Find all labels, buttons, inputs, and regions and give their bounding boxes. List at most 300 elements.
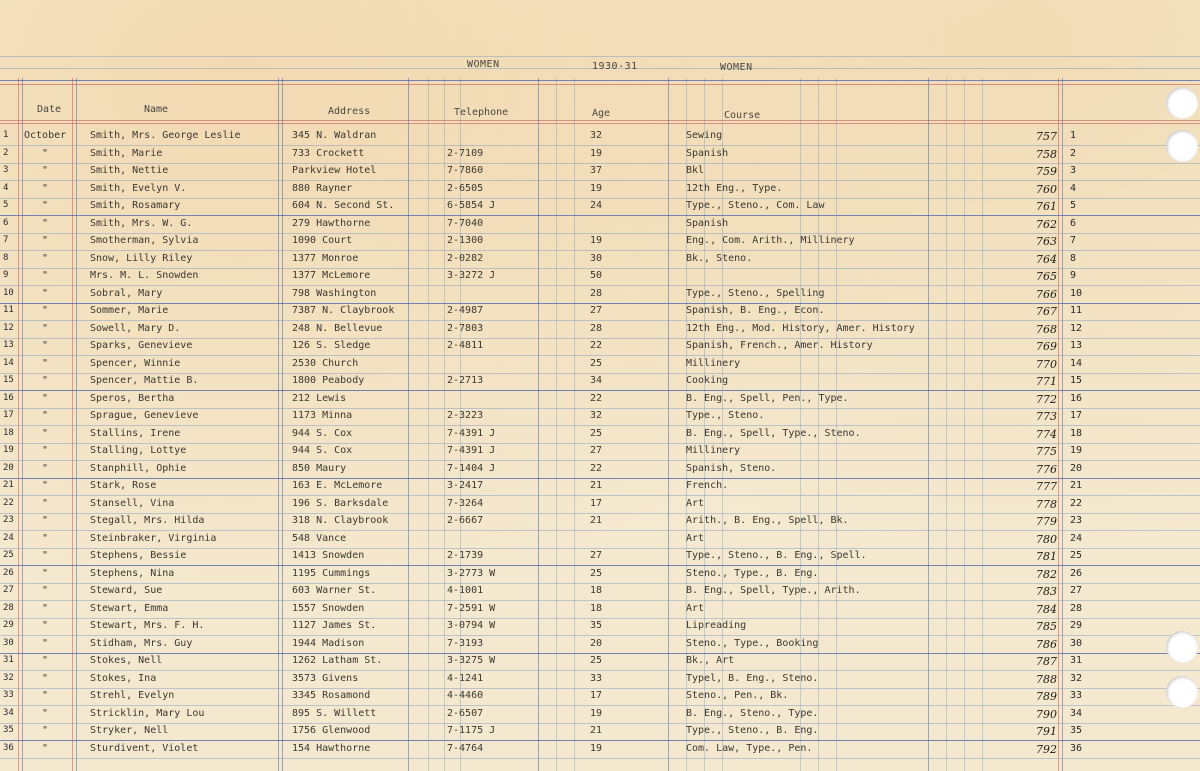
line-number: 28 [3,603,14,613]
handwritten-number: 769 [1036,340,1057,353]
date-cell: " [42,463,49,474]
line-number: 10 [3,288,14,298]
line-number: 7 [3,235,9,245]
telephone-cell: 3-0794 W [447,620,496,631]
line-number: 8 [3,253,9,263]
handwritten-number: 783 [1036,585,1057,598]
handwritten-number: 775 [1036,445,1057,458]
age-cell: 22 [590,463,603,474]
name-cell: Smith, Evelyn V. [90,183,187,194]
handwritten-number: 791 [1036,725,1057,738]
course-cell: Sewing [686,130,723,141]
ledger-rule [0,338,1200,339]
telephone-cell: 7-4391 J [447,445,496,456]
ledger-rule [0,530,1200,531]
right-line-number: 27 [1070,585,1083,596]
address-cell: Parkview Hotel [292,165,377,176]
course-cell: Spanish, French., Amer. History [686,340,873,351]
line-number: 1 [3,130,9,140]
ledger-rule [0,758,1200,759]
line-number: 11 [3,305,14,315]
telephone-cell: 7-7860 [447,165,484,176]
name-cell: Spencer, Mattie B. [90,375,199,386]
name-cell: Smith, Marie [90,148,163,159]
line-number: 21 [3,480,14,490]
course-cell: B. Eng., Spell, Type., Arith. [686,585,861,596]
line-number: 30 [3,638,14,648]
course-cell: Steno., Type., Booking [686,638,819,649]
telephone-cell: 7-3264 [447,498,484,509]
age-cell: 19 [590,235,603,246]
handwritten-number: 786 [1036,638,1057,651]
age-cell: 22 [590,340,603,351]
right-line-number: 7 [1070,235,1077,246]
name-cell: Smith, Mrs. George Leslie [90,130,241,141]
ledger-rule [0,80,1200,81]
line-number: 14 [3,358,14,368]
line-number: 16 [3,393,14,403]
name-cell: Stalling, Lottye [90,445,187,456]
handwritten-number: 768 [1036,323,1057,336]
line-number: 33 [3,690,14,700]
date-cell: " [42,743,49,754]
ledger-rule [0,163,1200,164]
right-line-number: 12 [1070,323,1083,334]
line-number: 23 [3,515,14,525]
address-cell: 279 Hawthorne [292,218,371,229]
ledger-rule [0,600,1200,601]
address-cell: 880 Rayner [292,183,353,194]
telephone-cell: 2-4811 [447,340,484,351]
address-cell: 3573 Givens [292,673,359,684]
handwritten-number: 780 [1036,533,1057,546]
age-cell: 19 [590,708,603,719]
age-cell: 17 [590,498,603,509]
age-cell: 21 [590,480,603,491]
right-line-number: 2 [1070,148,1077,159]
column-heading-address: Address [328,106,371,117]
date-cell: " [42,235,49,246]
ledger-rule [0,495,1200,496]
ledger-rule [0,355,1200,356]
handwritten-number: 763 [1036,235,1057,248]
age-cell: 24 [590,200,603,211]
ledger-rule [0,303,1200,304]
handwritten-number: 765 [1036,270,1057,283]
name-cell: Strehl, Evelyn [90,690,175,701]
address-cell: 1413 Snowden [292,550,365,561]
age-cell: 34 [590,375,603,386]
date-cell: " [42,340,49,351]
course-cell: 12th Eng., Type. [686,183,783,194]
handwritten-number: 782 [1036,568,1057,581]
age-cell: 25 [590,568,603,579]
right-line-number: 23 [1070,515,1083,526]
date-cell: " [42,533,49,544]
age-cell: 21 [590,725,603,736]
ledger-rule [0,215,1200,216]
date-cell: " [42,218,49,229]
address-cell: 850 Maury [292,463,347,474]
course-cell: Steno., Type., B. Eng. [686,568,819,579]
handwritten-number: 766 [1036,288,1057,301]
address-cell: 798 Washington [292,288,377,299]
age-cell: 19 [590,743,603,754]
ledger-rule [0,513,1200,514]
telephone-cell: 4-1241 [447,673,484,684]
course-cell: Bk., Steno. [686,253,753,264]
course-cell: Millinery [686,445,741,456]
course-cell: Art [686,533,705,544]
course-cell: Type., Steno., B. Eng., Spell. [686,550,867,561]
line-number: 5 [3,200,9,210]
course-cell: Art [686,603,705,614]
date-cell: " [42,708,49,719]
handwritten-number: 772 [1036,393,1057,406]
right-line-number: 17 [1070,410,1083,421]
age-cell: 17 [590,690,603,701]
ledger-rule [0,268,1200,269]
age-cell: 35 [590,620,603,631]
address-cell: 895 S. Willett [292,708,377,719]
age-cell: 28 [590,288,603,299]
right-line-number: 14 [1070,358,1083,369]
address-cell: 126 S. Sledge [292,340,371,351]
address-cell: 248 N. Bellevue [292,323,383,334]
address-cell: 1173 Minna [292,410,353,421]
date-cell: " [42,725,49,736]
date-cell: " [42,358,49,369]
line-number: 36 [3,743,14,753]
right-line-number: 22 [1070,498,1083,509]
course-cell: Type., Steno., Spelling [686,288,825,299]
telephone-cell: 2-2713 [447,375,484,386]
line-number: 6 [3,218,9,228]
course-cell: Arith., B. Eng., Spell, Bk. [686,515,849,526]
date-cell: " [42,393,49,404]
right-line-number: 6 [1070,218,1077,229]
telephone-cell: 7-1175 J [447,725,496,736]
ledger-rule [0,653,1200,654]
line-number: 34 [3,708,14,718]
telephone-cell: 2-4987 [447,305,484,316]
right-line-number: 1 [1070,130,1077,141]
telephone-cell: 4-4460 [447,690,484,701]
ledger-rule [0,670,1200,671]
name-cell: Sommer, Marie [90,305,169,316]
line-number: 17 [3,410,14,420]
course-cell: Spanish [686,218,729,229]
course-cell: Typel, B. Eng., Steno. [686,673,819,684]
line-number: 4 [3,183,9,193]
address-cell: 1090 Court [292,235,353,246]
date-cell: " [42,550,49,561]
column-heading-age: Age [592,108,611,119]
address-cell: 1262 Latham St. [292,655,383,666]
course-cell: Eng., Com. Arith., Millinery [686,235,855,246]
handwritten-number: 759 [1036,165,1057,178]
age-cell: 32 [590,130,603,141]
name-cell: Stidham, Mrs. Guy [90,638,193,649]
line-number: 15 [3,375,14,385]
telephone-cell: 7-4391 J [447,428,496,439]
right-line-number: 13 [1070,340,1083,351]
handwritten-number: 789 [1036,690,1057,703]
address-cell: 154 Hawthorne [292,743,371,754]
date-cell: " [42,673,49,684]
right-line-number: 34 [1070,708,1083,719]
right-line-number: 31 [1070,655,1083,666]
date-cell: " [42,148,49,159]
course-cell: Bkl [686,165,705,176]
right-line-number: 5 [1070,200,1077,211]
address-cell: 7387 N. Claybrook [292,305,395,316]
line-number: 3 [3,165,9,175]
address-cell: 1127 James St. [292,620,377,631]
age-cell: 18 [590,603,603,614]
age-cell: 22 [590,393,603,404]
telephone-cell: 2-3223 [447,410,484,421]
address-cell: 548 Vance [292,533,347,544]
handwritten-number: 788 [1036,673,1057,686]
course-cell: Bk., Art [686,655,735,666]
name-cell: Smotherman, Sylvia [90,235,199,246]
ledger-rule [0,233,1200,234]
date-cell: " [42,270,49,281]
line-number: 26 [3,568,14,578]
date-cell: " [42,253,49,264]
line-number: 27 [3,585,14,595]
ledger-rule [0,548,1200,549]
handwritten-number: 762 [1036,218,1057,231]
ledger-rule [0,723,1200,724]
course-cell: Com. Law, Type., Pen. [686,743,813,754]
ledger-rule [0,390,1200,391]
line-number: 19 [3,445,14,455]
line-number: 35 [3,725,14,735]
ledger-rule [0,460,1200,461]
ledger-rule [0,478,1200,479]
name-cell: Smith, Mrs. W. G. [90,218,193,229]
telephone-cell: 2-6667 [447,515,484,526]
right-line-number: 28 [1070,603,1083,614]
right-line-number: 32 [1070,673,1083,684]
age-cell: 30 [590,253,603,264]
address-cell: 345 N. Waldran [292,130,377,141]
handwritten-number: 758 [1036,148,1057,161]
handwritten-number: 778 [1036,498,1057,511]
date-cell: " [42,655,49,666]
telephone-cell: 7-3193 [447,638,484,649]
right-line-number: 4 [1070,183,1077,194]
handwritten-number: 785 [1036,620,1057,633]
handwritten-number: 771 [1036,375,1057,388]
right-line-number: 25 [1070,550,1083,561]
address-cell: 318 N. Claybrook [292,515,389,526]
date-cell: " [42,305,49,316]
name-cell: Stanphill, Ophie [90,463,187,474]
handwritten-number: 777 [1036,480,1057,493]
age-cell: 20 [590,638,603,649]
ledger-rule [0,198,1200,199]
right-line-number: 30 [1070,638,1083,649]
age-cell: 25 [590,358,603,369]
ledger-rule [0,120,1200,121]
address-cell: 1800 Peabody [292,375,365,386]
line-number: 2 [3,148,9,158]
telephone-cell: 2-1300 [447,235,484,246]
address-cell: 196 S. Barksdale [292,498,389,509]
right-line-number: 26 [1070,568,1083,579]
column-heading-name: Name [144,104,169,115]
ledger-rule [0,180,1200,181]
address-cell: 944 S. Cox [292,428,353,439]
telephone-cell: 2-7803 [447,323,484,334]
date-cell: " [42,165,49,176]
line-number: 32 [3,673,14,683]
age-cell: 25 [590,428,603,439]
binder-hole [1166,676,1198,708]
line-number: 31 [3,655,14,665]
name-cell: Sturdivent, Violet [90,743,199,754]
address-cell: 2530 Church [292,358,359,369]
name-cell: Stokes, Nell [90,655,163,666]
address-cell: 1557 Snowden [292,603,365,614]
handwritten-number: 779 [1036,515,1057,528]
address-cell: 1195 Cummings [292,568,371,579]
address-cell: 1944 Madison [292,638,365,649]
ledger-rule [0,320,1200,321]
age-cell: 28 [590,323,603,334]
ledger-rule [0,705,1200,706]
right-line-number: 15 [1070,375,1083,386]
course-cell: B. Eng., Steno., Type. [686,708,819,719]
date-cell: " [42,568,49,579]
name-cell: Stewart, Mrs. F. H. [90,620,205,631]
ledger-rule [0,425,1200,426]
age-cell: 37 [590,165,603,176]
ledger-rule [0,56,1200,57]
age-cell: 19 [590,148,603,159]
address-cell: 944 S. Cox [292,445,353,456]
date-cell: " [42,638,49,649]
telephone-cell: 3-2773 W [447,568,496,579]
line-number: 18 [3,428,14,438]
date-cell: October [24,130,67,141]
telephone-cell: 2-0282 [447,253,484,264]
name-cell: Stricklin, Mary Lou [90,708,205,719]
course-cell: Spanish, Steno. [686,463,777,474]
date-cell: " [42,288,49,299]
course-cell: Millinery [686,358,741,369]
line-number: 20 [3,463,14,473]
address-cell: 603 Warner St. [292,585,377,596]
column-heading-course: Course [724,110,761,121]
name-cell: Stephens, Bessie [90,550,187,561]
handwritten-number: 770 [1036,358,1057,371]
age-cell: 21 [590,515,603,526]
name-cell: Stryker, Nell [90,725,169,736]
name-cell: Stansell, Vina [90,498,175,509]
date-cell: " [42,620,49,631]
address-cell: 163 E. McLemore [292,480,383,491]
ledger-rule [0,123,1200,124]
course-cell: French. [686,480,729,491]
ledger-rule [0,373,1200,374]
binder-hole [1166,87,1198,119]
course-cell: Type., Steno., B. Eng. [686,725,819,736]
handwritten-number: 790 [1036,708,1057,721]
date-cell: " [42,410,49,421]
name-cell: Steward, Sue [90,585,163,596]
telephone-cell: 2-6507 [447,708,484,719]
column-heading-telephone: Telephone [454,107,509,118]
ledger-rule [0,583,1200,584]
right-line-number: 8 [1070,253,1077,264]
handwritten-number: 760 [1036,183,1057,196]
right-line-number: 20 [1070,463,1083,474]
age-cell: 18 [590,585,603,596]
right-line-number: 33 [1070,690,1083,701]
age-cell: 25 [590,655,603,666]
course-cell: Spanish, B. Eng., Econ. [686,305,825,316]
line-number: 24 [3,533,14,543]
name-cell: Steinbraker, Virginia [90,533,217,544]
right-line-number: 9 [1070,270,1077,281]
right-line-number: 35 [1070,725,1083,736]
telephone-cell: 3-3275 W [447,655,496,666]
right-line-number: 16 [1070,393,1083,404]
line-number: 13 [3,340,14,350]
handwritten-number: 757 [1036,130,1057,143]
handwritten-number: 773 [1036,410,1057,423]
ledger-rule [0,740,1200,741]
date-cell: " [42,498,49,509]
telephone-cell: 7-4764 [447,743,484,754]
handwritten-number: 776 [1036,463,1057,476]
address-cell: 1377 McLemore [292,270,371,281]
line-number: 25 [3,550,14,560]
ledger-rule [0,84,1200,85]
age-cell: 32 [590,410,603,421]
handwritten-number: 781 [1036,550,1057,563]
telephone-cell: 2-7109 [447,148,484,159]
course-cell: Cooking [686,375,729,386]
age-cell: 27 [590,550,603,561]
date-cell: " [42,585,49,596]
right-line-number: 29 [1070,620,1083,631]
name-cell: Sobral, Mary [90,288,163,299]
name-cell: Stewart, Emma [90,603,169,614]
age-cell: 19 [590,183,603,194]
handwritten-number: 784 [1036,603,1057,616]
telephone-cell: 3-2417 [447,480,484,491]
telephone-cell: 4-1001 [447,585,484,596]
age-cell: 33 [590,673,603,684]
ledger-rule [0,250,1200,251]
name-cell: Sprague, Genevieve [90,410,199,421]
course-cell: 12th Eng., Mod. History, Amer. History [686,323,915,334]
right-line-number: 3 [1070,165,1077,176]
name-cell: Stallins, Irene [90,428,181,439]
name-cell: Stark, Rose [90,480,157,491]
address-cell: 733 Crockett [292,148,365,159]
name-cell: Mrs. M. L. Snowden [90,270,199,281]
age-cell: 27 [590,305,603,316]
telephone-cell: 7-2591 W [447,603,496,614]
handwritten-number: 774 [1036,428,1057,441]
date-cell: " [42,323,49,334]
